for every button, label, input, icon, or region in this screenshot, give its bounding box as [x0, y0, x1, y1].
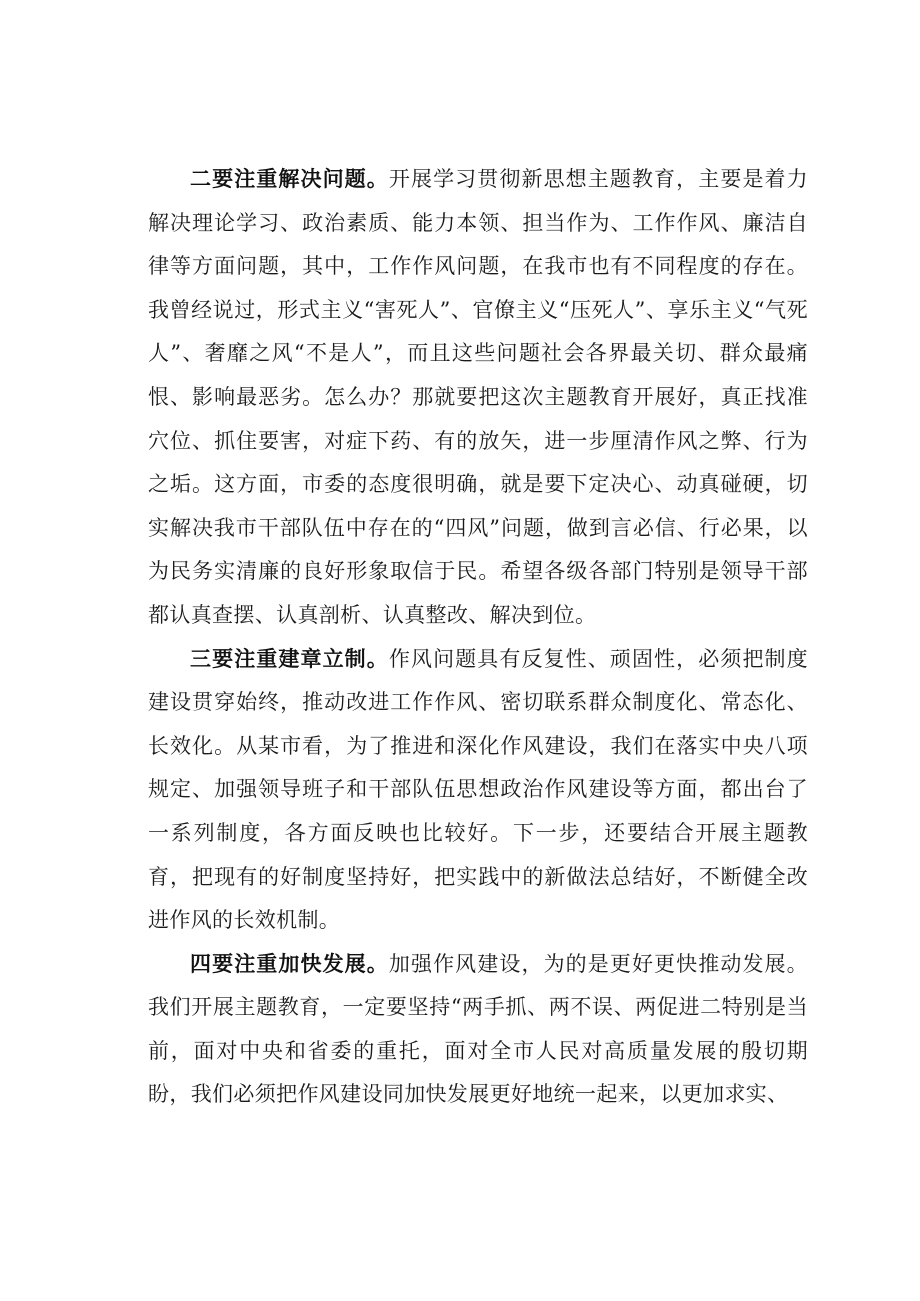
paragraph-accelerate-development	[148, 943, 808, 1117]
paragraph-text: 开展学习贯彻新思想主题教育，主要是着力解决理论学习、政治素质、能力本领、担当作为、工作作风、廉洁自律等方面问题，其中，工作作风问题，在我市也有不同程度的存在。我曾经说过，形式主义“害死人”、官僚主义“压死人”、享乐主义“气死人”、奢靡之风“不是人”，而且这些问题社会各界最关切、群众最痛恨、影响最恶劣。怎么办？那就要把这次主题教育开展好，真正找准穴位、抓住要害，对症下药、有的放矢，进一步厘清作风之弊、行为之垢。这方面，市委的态度很明确，就是要下定决心、动真碰硬，切实解决我市干部队伍中存在的“四风”问题，做到言必信、行必果，以为民务实清廉的良好形象取信于民。希望各级各部门特别是领导干部都认真查摆、认真剖析、认真整改、解决到位。	[148, 167, 808, 627]
paragraph-build-systems	[148, 638, 808, 943]
document-body	[148, 158, 808, 1117]
paragraph-heading: 四要注重加快发展。	[190, 951, 389, 976]
paragraph-solve-problems	[148, 158, 808, 638]
paragraph-heading: 二要注重解决问题。	[190, 167, 389, 191]
paragraph-text: 作风问题具有反复性、顽固性，必须把制度建设贯穿始终，推动改进工作作风、密切联系群众制度化、常态化、长效化。从某市看，为了推进和深化作风建设，我们在落实中央八项规定、加强领导班子和干部队伍思想政治作风建设等方面，都出台了一系列制度，各方面反映也比较好。下一步，还要结合开展主题教育，把现有的好制度坚持好，把实践中的新做法总结好，不断健全改进作风的长效机制。	[148, 646, 808, 933]
paragraph-heading: 三要注重建章立制。	[190, 646, 389, 671]
paragraph-text: 加强作风建设，为的是更好更快推动发展。我们开展主题教育，一定要坚持“两手抓、两不误、两促进二特别是当前，面对中央和省委的重托，面对全市人民对高质量发展的殷切期盼，我们必须把作风建设同加快发展更好地统一起来，以更加求实、	[148, 951, 808, 1107]
